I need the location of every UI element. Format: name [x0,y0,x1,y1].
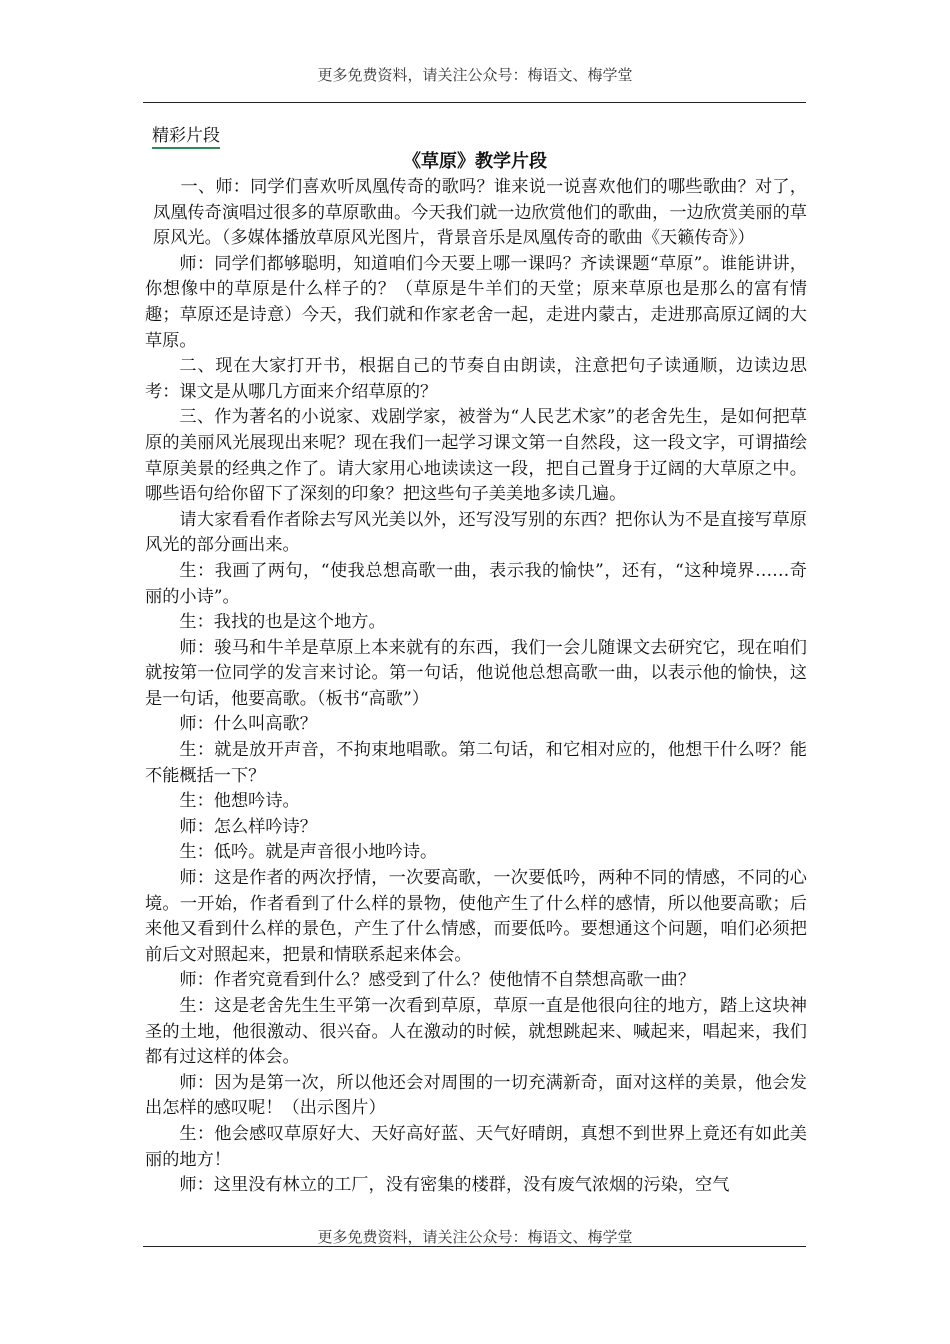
paragraph: 请大家看看作者除去写风光美以外，还写没写别的东西？把你认为不是直接写草原风光的部分画出来。 [145,509,807,556]
footer-divider [143,1246,806,1247]
paragraph: 师：作者究竟看到什么？感受到了什么？使他情不自禁想高歌一曲？ [179,970,696,991]
paragraph: 生：低吟。就是声音很小地吟诗。 [179,842,438,863]
paragraph: 三、作为著名的小说家、戏剧学家，被誉为“人民艺术家”的老舍先生，是如何把草原的美丽风光展现出来呢？现在我们一起学习课文第一自然段，这一段文字，可谓描绘草原美景的经典之作了。请大家用心地读读这一段，把自己置身于辽阔的大草原之中。哪些语句给你留下了深刻的印象？把这些句子美美地多读几遍。 [145,407,807,505]
paragraph: 师：什么叫高歌？ [179,714,317,735]
paragraph: 师：这里没有林立的工厂，没有密集的楼群，没有废气浓烟的污染，空气 [179,1175,730,1196]
paragraph: 师：怎么样吟诗？ [179,816,317,837]
paragraph: 生：我找的也是这个地方。 [179,612,386,633]
header-divider [143,102,806,103]
page-header: 更多免费资料，请关注公众号：梅语文、梅学堂 [317,66,633,84]
document-title: 《草原》教学片段 [403,151,547,172]
paragraph: 生：他会感叹草原好大、天好高好蓝、天气好晴朗，真想不到世界上竟还有如此美丽的地方！ [145,1123,807,1170]
paragraph: 生：就是放开声音，不拘束地唱歌。第二句话，和它相对应的，他想干什么呀？能不能概括一下？ [145,740,807,786]
paragraph: 生：我画了两句，“使我总想高歌一曲，表示我的愉快”，还有，“这种境界……奇丽的小诗”。 [145,560,807,607]
document-body [145,175,807,1199]
paragraph: 一、师：同学们喜欢听凤凰传奇的歌吗？谁来说一说喜欢他们的哪些歌曲？对了，凤凰传奇演唱过很多的草原歌曲。今天我们就一边欣赏他们的歌曲，一边欣赏美丽的草原风光。（多媒体播放草原风光图片，背景音乐是凤凰传奇的歌曲《天籁传奇》） [153,177,807,249]
paragraph: 生：他想吟诗。 [179,791,300,812]
paragraph: 师：同学们都够聪明，知道咱们今天要上哪一课吗？齐读课题“草原”。谁能讲讲，你想像中的草原是什么样子的？（草原是牛羊们的天堂；原来草原也是那么的富有情趣；草原还是诗意）今天，我们就和作家老舍一起，走进内蒙古，走进那高原辽阔的大草原。 [145,253,807,351]
paragraph: 师：这是作者的两次抒情，一次要高歌，一次要低吟，两种不同的情感，不同的心境。一开始，作者看到了什么样的景物，使他产生了什么样的感情，所以他要高歌；后来他又看到什么样的景色，产生了什么情感，而要低吟。要想通这个问题，咱们必须把前后文对照起来，把景和情联系起来体会。 [145,868,807,965]
paragraph: 二、现在大家打开书，根据自己的节奏自由朗读，注意把句子读通顺，边读边思考：课文是从哪几方面来介绍草原的？ [145,356,807,402]
page-footer: 更多免费资料，请关注公众号：梅语文、梅学堂 [317,1228,633,1246]
paragraph: 师：因为是第一次，所以他还会对周围的一切充满新奇，面对这样的美景，他会发出怎样的感叹呢！（出示图片） [145,1072,807,1119]
paragraph: 生：这是老舍先生生平第一次看到草原，草原一直是他很向往的地方，踏上这块神圣的土地，他很激动、很兴奋。人在激动的时候，就想跳起来、喊起来，唱起来，我们都有过这样的体会。 [145,996,807,1068]
section-label: 精彩片段 [152,125,220,149]
paragraph: 师：骏马和牛羊是草原上本来就有的东西，我们一会儿随课文去研究它，现在咱们就按第一位同学的发言来讨论。第一句话，他说他总想高歌一曲，以表示他的愉快，这是一句话，他要高歌。（板书“高歌”） [145,637,807,709]
